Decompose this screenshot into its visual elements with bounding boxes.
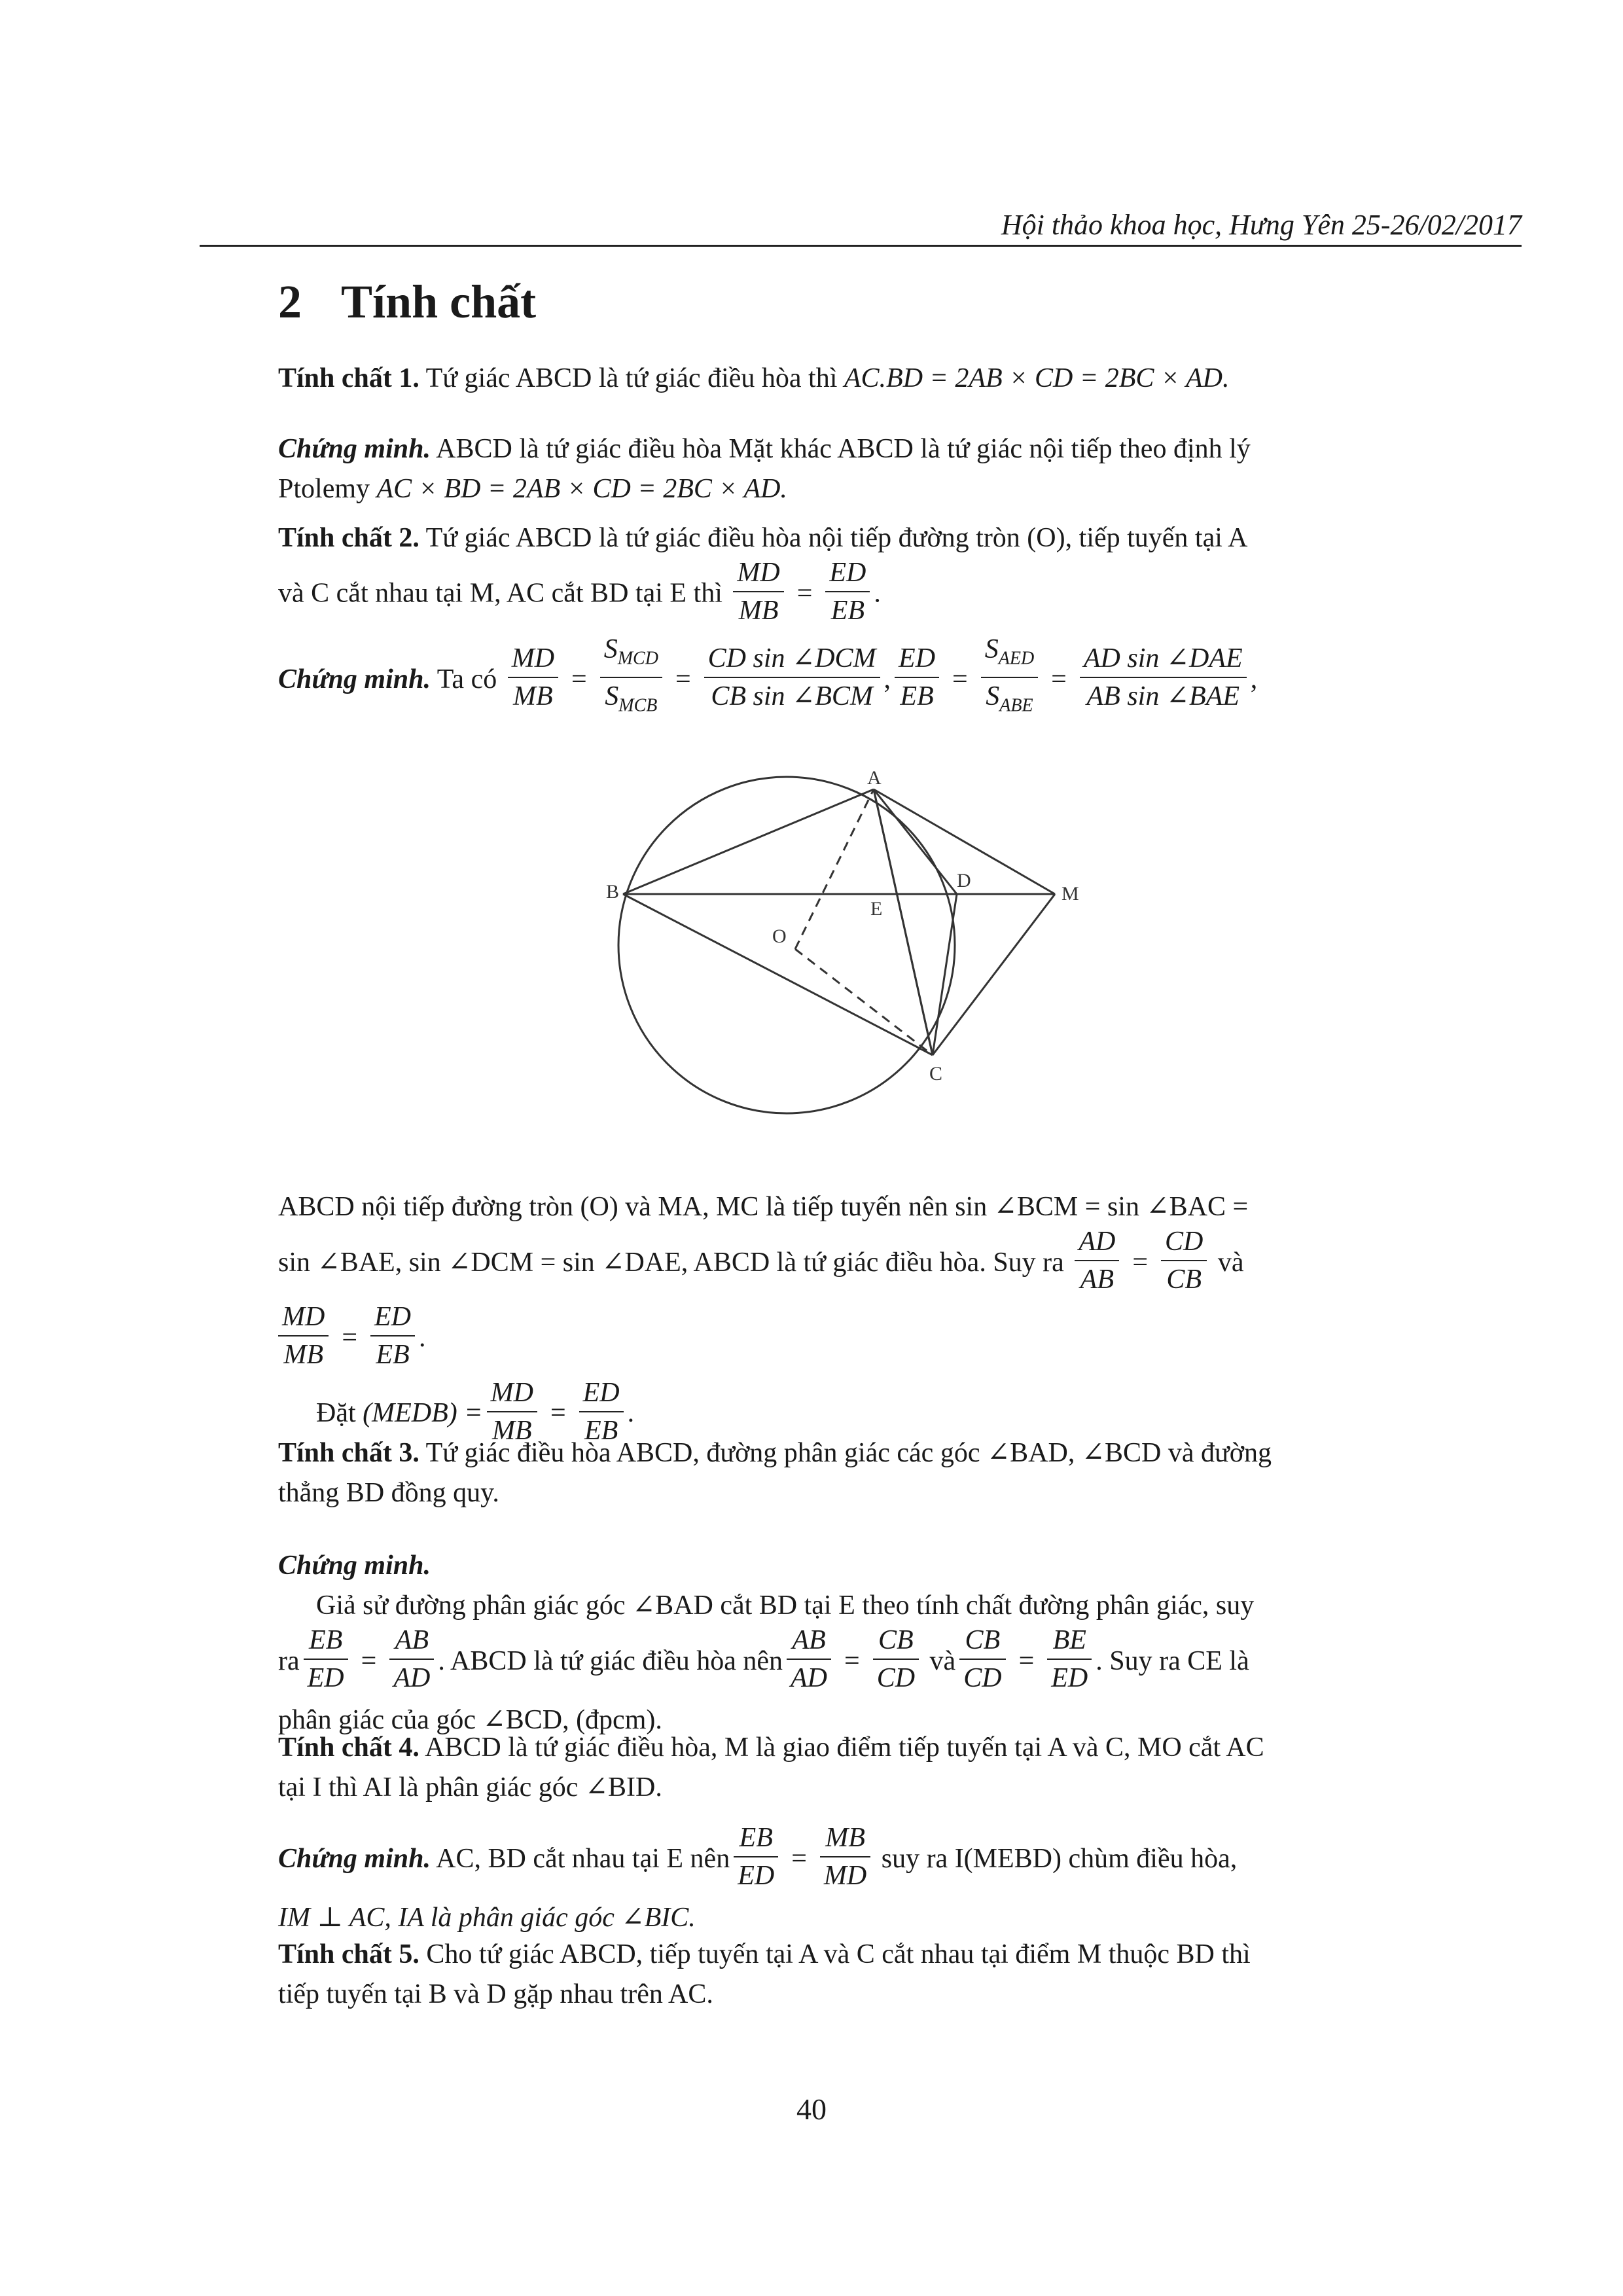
proof-4: Chứng minh. AC, BD cắt nhau tại E nên $\frac{EB}{ED}$ = $\frac{MB}{MD}$ suy ra I(MEBD) chùm điều hòa, IM ⊥ AC, IA là phân giác góc ∠BIC. (278, 1823, 1430, 1938)
section-heading (278, 275, 536, 329)
property-1-text: Tứ giác ABCD là tứ giác điều hòa thì (425, 363, 838, 393)
fraction: $\frac{MB}{MD}$ (820, 1820, 870, 1894)
proof-4-label: Chứng minh. (278, 1843, 431, 1874)
property-1 (278, 359, 1430, 399)
proof-1-label: Chứng minh. (278, 434, 431, 464)
property-1-label: Tính chất 1. (278, 363, 419, 393)
label-a: A (867, 767, 882, 789)
segment-ba (623, 789, 874, 894)
proof-3-label: Chứng minh. (278, 1551, 431, 1581)
property-2-text-cont: và C cắt nhau tại M, AC cắt BD tại E thì (278, 578, 722, 609)
property-1-formula: AC.BD = 2AB × CD = 2BC × AD. (844, 363, 1230, 393)
fraction: $\frac{ED}{EB}$ (370, 1299, 415, 1373)
fraction: $\frac{MD}{MB}$ (733, 554, 783, 629)
property-2-label: Tính chất 2. (278, 523, 419, 553)
proof-2-lead: Ta có (437, 664, 497, 695)
fraction: $\frac{CD}{CB}$ (1161, 1223, 1207, 1298)
proof-2-continued: ABCD nội tiếp đường tròn (O) và MA, MC là tiếp tuyến nên sin ∠BCM = sin ∠BAC = sin ∠BAE, sin ∠DCM = sin ∠DAE, ABCD là tứ giác điều hòa. Suy ra $\frac{AD}{AB}$ = $\frac{CD}{CB}$ và $\frac{MD}{MB}$ = $\frac{ED}{EB}$ . Đặt (MEDB) = $\frac{MD}{MB}$ = $\frac{ED}{EB}$ . (278, 1187, 1430, 1453)
property-5-label: Tính chất 5. (278, 1939, 419, 1969)
proof-3-mid: . ABCD là tứ giác điều hòa nên (438, 1645, 783, 1676)
proof-1 (278, 429, 1430, 509)
conjunction: và (1217, 1247, 1244, 1278)
radius-oa (795, 789, 874, 949)
proof-2-line: ABCD nội tiếp đường tròn (O) và MA, MC là tiếp tuyến nên sin ∠BCM = sin ∠BAC = (278, 1192, 1249, 1222)
property-3-text: Tứ giác điều hòa ABCD, đường phân giác các góc ∠BAD, ∠BCD và đường (425, 1438, 1272, 1468)
fraction: $\frac{ED}{EB}$ (579, 1374, 624, 1449)
fraction: $\frac{BE}{ED}$ (1047, 1622, 1092, 1696)
property-3 (278, 1433, 1430, 1513)
fraction: $\frac{MD}{MB}$ (487, 1374, 537, 1449)
fraction: $\frac{\text{CD sin ∠DCM}}{\text{CB sin ∠BCM}}$ (704, 640, 880, 715)
fraction: $\frac{AB}{AD}$ (787, 1622, 831, 1696)
proof-3-tail: . Suy ra CE là (1096, 1645, 1249, 1676)
fraction: $\frac{EB}{ED}$ (304, 1622, 348, 1696)
proof-2-line: sin ∠BAE, sin ∠DCM = sin ∠DAE, ABCD là tứ giác điều hòa. Suy ra (278, 1247, 1064, 1278)
label-b: B (606, 881, 620, 903)
label-o: O (772, 925, 787, 947)
property-3-label: Tính chất 3. (278, 1438, 419, 1468)
proof-4-text: AC, BD cắt nhau tại E nên (436, 1843, 730, 1874)
property-5 (278, 1935, 1430, 2015)
proof-4-text-mid: suy ra I(MEBD) chùm điều hòa, (881, 1843, 1238, 1874)
geometry-figure (589, 759, 1099, 1139)
section-number: 2 (278, 276, 302, 328)
proof-2: Chứng minh. Ta có $\frac{MD}{MB}$ = $\frac{S_{MCD}}{S_{MCB}}$ = $\frac{\text{CD sin ∠DCM}}{\text{CB sin ∠BCM}}$ , $\frac{ED}{EB}$ = $\frac{S_{AED}}{S_{ABE}}$ = $\frac{\text{AD sin ∠DAE}}{\text{AB sin ∠BAE}}$ , (278, 635, 1430, 728)
property-5-text: Cho tứ giác ABCD, tiếp tuyến tại A và C cắt nhau tại điểm M thuộc BD thì (426, 1939, 1251, 1969)
fraction: $\frac{ED}{EB}$ (895, 640, 939, 715)
proof-1-formula: AC × BD = 2AB × CD = 2BC × AD. (376, 474, 787, 504)
proof-3-ra: ra (278, 1645, 300, 1676)
fraction: $\frac{AD}{AB}$ (1075, 1223, 1119, 1298)
fraction: $\frac{EB}{ED}$ (734, 1820, 778, 1894)
proof-3-text-end: phân giác của góc ∠BCD, (đpcm). (278, 1705, 662, 1735)
fraction: $\frac{\text{AD sin ∠DAE}}{\text{AB sin ∠BAE}}$ (1080, 640, 1247, 715)
conjunction: và (929, 1645, 956, 1676)
property-5-text-cont: tiếp tuyến tại B và D gặp nhau trên AC. (278, 1979, 713, 2009)
fraction: $\frac{MD}{MB}$ (278, 1299, 329, 1373)
property-3-text-cont: thẳng BD đồng quy. (278, 1478, 499, 1508)
page-number: 40 (796, 2092, 827, 2126)
proof-1-text-cont: Ptolemy (278, 474, 370, 504)
header-rule (200, 245, 1522, 247)
label-c: C (929, 1063, 943, 1085)
proof-4-text-end: IM ⊥ AC, IA là phân giác góc ∠BIC. (278, 1903, 696, 1933)
segment-bc (623, 894, 933, 1055)
fraction: $\frac{CB}{CD}$ (873, 1622, 919, 1696)
set-formula: (MEDB) = (363, 1398, 483, 1429)
segment-ac (874, 789, 933, 1055)
label-e: E (870, 898, 883, 920)
property-4-label: Tính chất 4. (278, 1732, 419, 1763)
section-title: Tính chất (341, 276, 537, 328)
proof-3-text: Giả sử đường phân giác góc ∠BAD cắt BD tại E theo tính chất đường phân giác, suy (316, 1590, 1255, 1621)
fraction: $\frac{S_{MCD}}{S_{MCB}}$ (600, 631, 662, 725)
property-2-text: Tứ giác ABCD là tứ giác điều hòa nội tiếp đường tròn (O), tiếp tuyến tại A (425, 523, 1248, 553)
fraction: $\frac{S_{AED}}{S_{ABE}}$ (981, 631, 1038, 725)
property-4 (278, 1728, 1430, 1808)
property-4-text: ABCD là tứ giác điều hòa, M là giao điểm tiếp tuyến tại A và C, MO cắt AC (425, 1732, 1264, 1763)
proof-2-label: Chứng minh. (278, 664, 431, 695)
property-4-text-cont: tại I thì AI là phân giác góc ∠BID. (278, 1772, 662, 1803)
fraction: $\frac{ED}{EB}$ (825, 554, 870, 629)
fraction: $\frac{CB}{CD}$ (959, 1622, 1005, 1696)
fraction: $\frac{AB}{AD}$ (389, 1622, 434, 1696)
label-d: D (957, 870, 971, 891)
fraction: $\frac{MD}{MB}$ (508, 640, 558, 715)
proof-3: Chứng minh. Giả sử đường phân giác góc ∠BAD cắt BD tại E theo tính chất đường phân giác, suy ra $\frac{EB}{ED}$ = $\frac{AB}{AD}$ . ABCD là tứ giác điều hòa nên $\frac{AB}{AD}$ = $\frac{CB}{CD}$ và $\frac{CB}{CD}$ = $\frac{BE}{ED}$ . Suy ra CE là phân giác của góc ∠BCD, (đpcm). (278, 1551, 1255, 1735)
running-head: Hội thảo khoa học, Hưng Yên 25-26/02/2017 (1001, 209, 1522, 241)
proof-1-text: ABCD là tứ giác điều hòa Mặt khác ABCD là tứ giác nội tiếp theo định lý (436, 434, 1251, 464)
property-2: Tính chất 2. Tứ giác ABCD là tứ giác điều hòa nội tiếp đường tròn (O), tiếp tuyến tại A và C cắt nhau tại M, AC cắt BD tại E thì $\frac{MD}{MB}$ = $\frac{ED}{EB}$ . (278, 518, 1430, 633)
set-text: Đặt (316, 1398, 356, 1429)
segment-cm (933, 894, 1055, 1055)
label-m: M (1061, 883, 1079, 905)
